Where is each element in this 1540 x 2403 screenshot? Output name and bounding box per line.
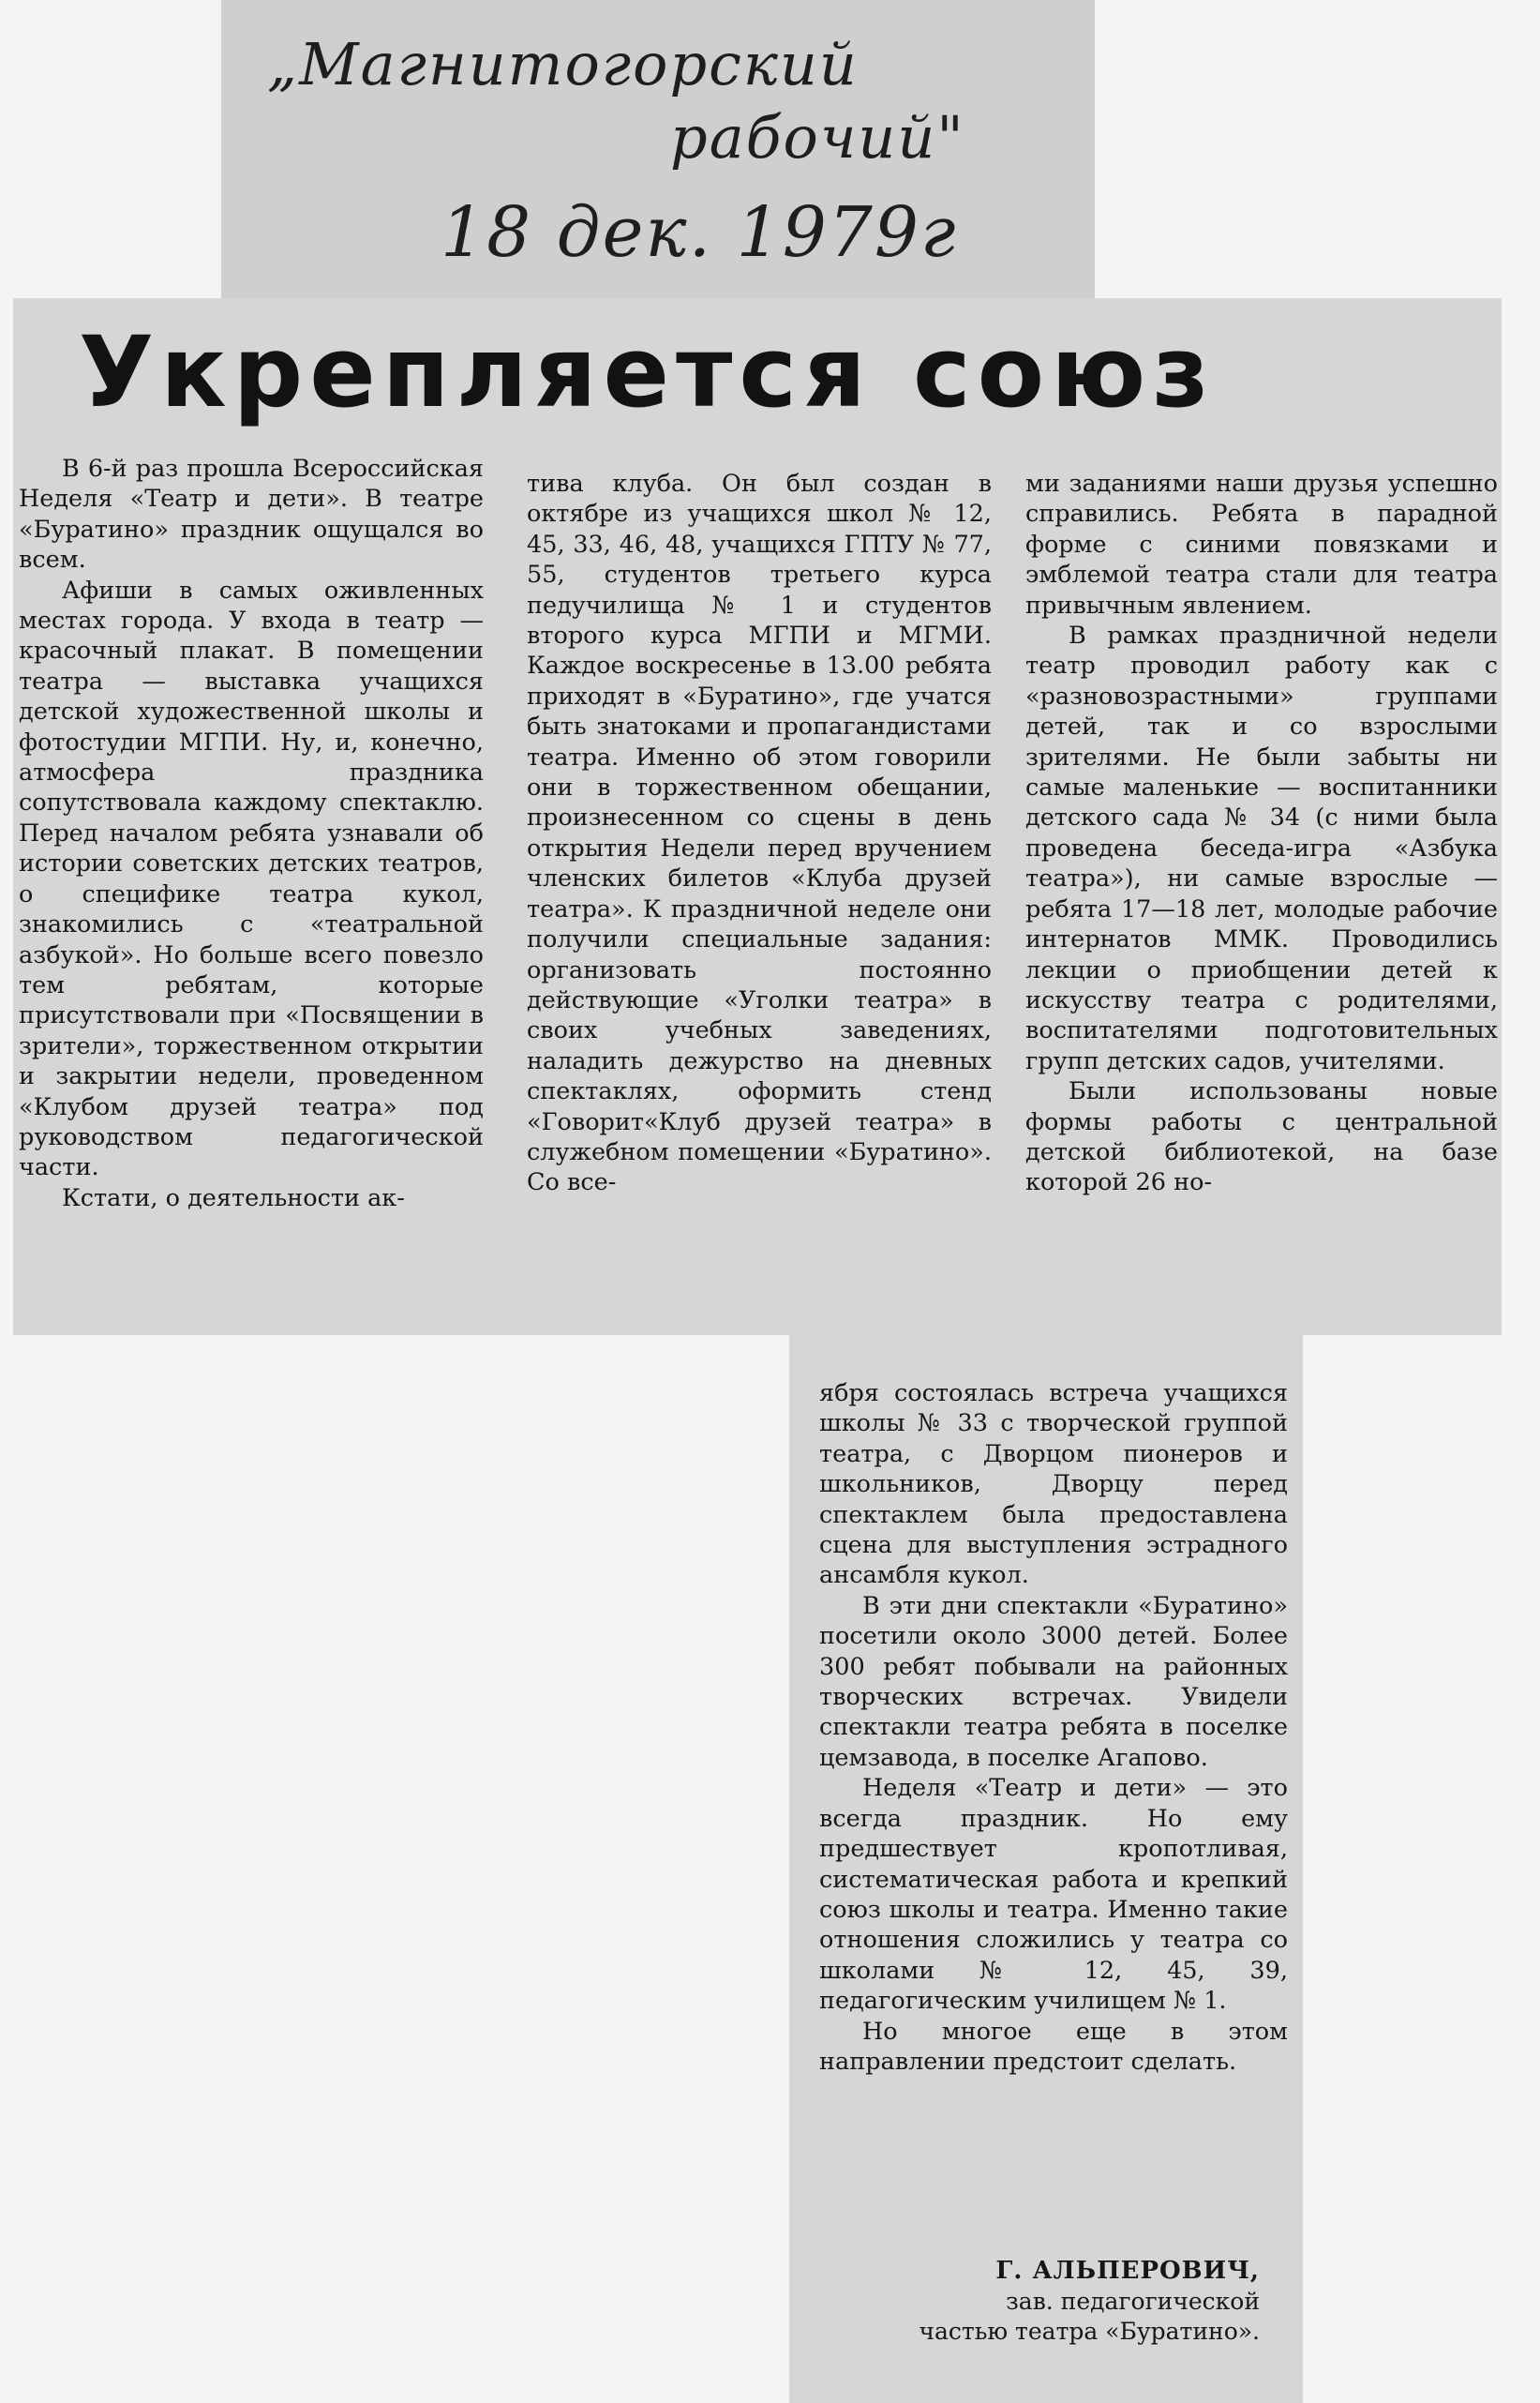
- article-column-3: [1025, 469, 1498, 1198]
- article-headline: Укрепляется союз: [79, 315, 1216, 429]
- handwritten-newspaper-name-line1: „Магнитогорский: [267, 30, 859, 98]
- handwritten-date: 18 дек. 1979г: [441, 192, 958, 273]
- paragraph: Были использованы новые формы работы с центральной детской библиотекой, на базе которой 26 но-: [1025, 1077, 1498, 1197]
- paragraph: ября состоялась встреча учащихся школы № 33 с творческой группой театра, с Дворцом пионеров и школьников, Дворцу перед спектаклем была предоставлена сцена для выступления эстрадного ансамбля кукол.: [819, 1379, 1288, 1590]
- article-column-4: [819, 1378, 1288, 2077]
- author-title-line1: зав. педагогической: [1006, 2288, 1260, 2315]
- paragraph: ми заданиями наши друзья успешно справились. Ребята в парадной форме с синими повязками и эмблемой театра стали для театра привычным явлением.: [1025, 470, 1498, 620]
- article-column-2: [527, 469, 992, 1198]
- paragraph: Но многое еще в этом направлении предстоит сделать.: [819, 2017, 1288, 2076]
- paragraph: Кстати, о деятельности ак-: [62, 1183, 405, 1212]
- author-title-line2: частью театра «Буратино».: [919, 2318, 1260, 2345]
- author-name: Г. АЛЬПЕРОВИЧ,: [995, 2257, 1260, 2285]
- article-column-1: [19, 454, 484, 1213]
- paragraph: В эти дни спектакли «Буратино» посетили около 3000 детей. Более 300 ребят побывали на районных творческих встречах. Увидели спектакли театра ребята в поселке цемзавода, в поселке Агапово.: [819, 1591, 1288, 1772]
- paragraph: В рамках праздничной недели театр проводил работу как с «разновозрастными» группами детей, так и со взрослыми зрителями. Не были забыты ни самые маленькие — воспитанники детского сада № 34 (с ними была проведена беседа-игра «Азбука театра»), ни самые взрослые — ребята 17—18 лет, молодые рабочие интернатов ММК. Проводились лекции о приобщении детей к искусству театра с родителями, воспитателями подготовительных групп детских садов, учителями.: [1025, 622, 1498, 1075]
- paragraph: Афиши в самых оживленных местах города. У входа в театр — красочный плакат. В помещении театра — выставка учащихся детской художественной школы и фотостудии МГПИ. Ну, и, конечно, атмосфера праздника сопутствовала каждому спектаклю. Перед началом ребята узнавали об истории советских детских театров, о специфике театра кукол, знакомились с «театральной азбукой». Но больше всего повезло тем ребятам, которые присутствовали при «Посвящении в зрители», торжественном открытии и закрытии недели, проведенном «Клубом друзей театра» под руководством педагогической части.: [19, 576, 484, 1182]
- handwritten-newspaper-name-line2: рабочий": [670, 103, 965, 172]
- paragraph: тива клуба. Он был создан в октябре из учащихся школ № 12, 45, 33, 46, 48, учащихся ГПТУ № 77, 55, студентов третьего курса педучилища № 1 и студентов второго курса МГПИ и МГМИ. Каждое воскресенье в 13.00 ребята приходят в «Буратино», где учатся быть знатоками и пропагандистами театра. Именно об этом говорили они в торжественном обещании, произнесенном со сцены в день открытия Недели перед вручением членских билетов «Клуба друзей театра». К праздничной неделе они получили специальные задания: организовать постоянно действующие «Уголки театра» в своих учебных заведениях, наладить дежурство на дневных спектаклях, оформить стенд «Говорит«Клуб друзей театра» в служебном помещении «Буратино». Со все-: [527, 470, 992, 1197]
- paragraph: В 6-й раз прошла Всероссийская Неделя «Театр и дети». В театре «Буратино» праздник ощущался во всем.: [19, 455, 484, 575]
- paragraph: Неделя «Театр и дети» — это всегда праздник. Но ему предшествует кропотливая, систематическая работа и крепкий союз школы и театра. Именно такие отношения сложились у театра со школами № 12, 45, 39, педагогическим училищем № 1.: [819, 1774, 1288, 2016]
- author-signature: [819, 2255, 1260, 2347]
